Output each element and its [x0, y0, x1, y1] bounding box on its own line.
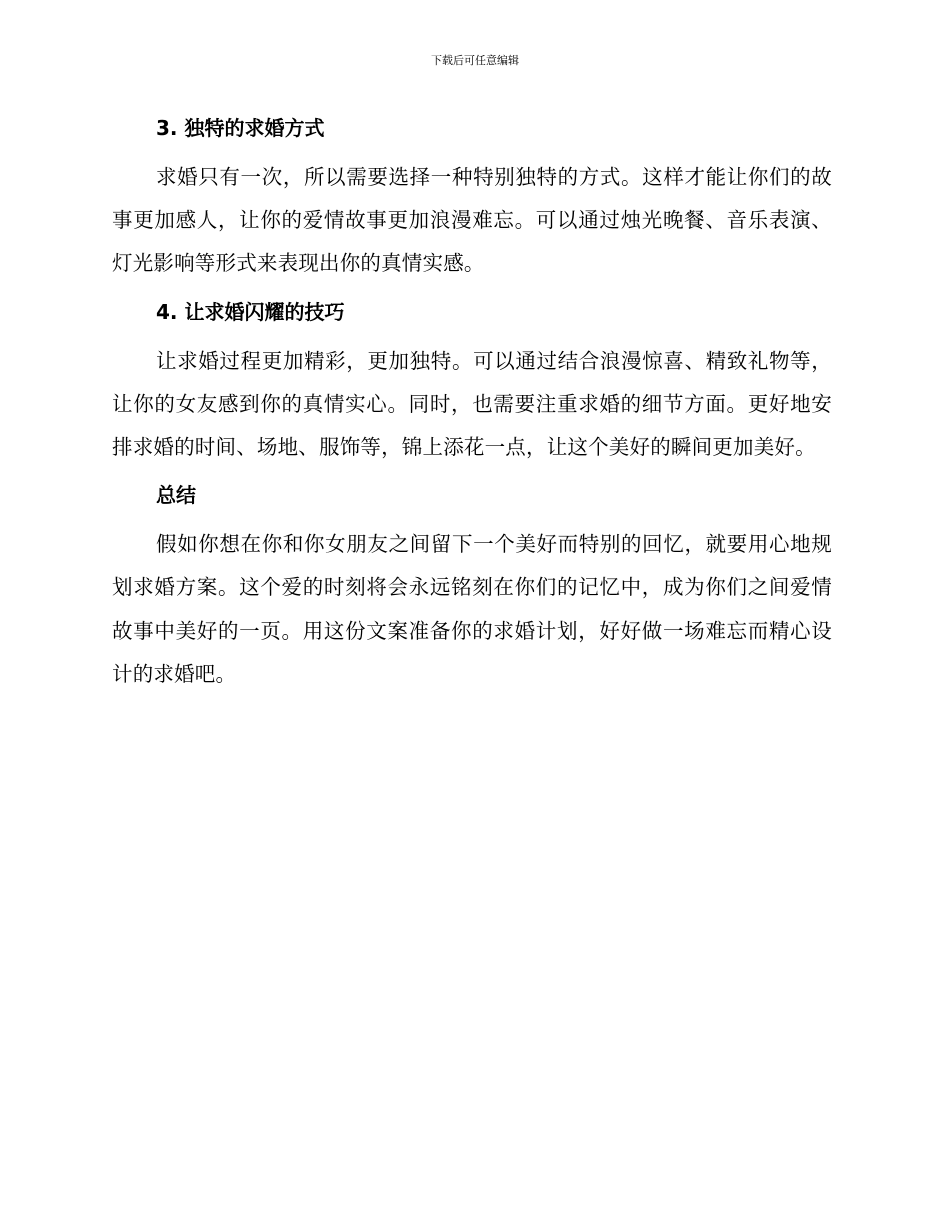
section-unique-proposal: [112, 108, 832, 286]
section-summary: [112, 475, 832, 696]
section-paragraph: 假如你想在你和你女朋友之间留下一个美好而特别的回忆，就要用心地规划求婚方案。这个爱的时刻将会永远铭刻在你们的记忆中，成为你们之间爱情故事中美好的一页。用这份文案准备你的求婚计划，好好做一场难忘而精心设计的求婚吧。: [112, 532, 832, 686]
section-proposal-tips: [112, 292, 832, 470]
section-heading: 总结: [156, 483, 196, 508]
section-heading: 3. 独特的求婚方式: [156, 116, 325, 140]
section-heading: 4. 让求婚闪耀的技巧: [156, 299, 345, 324]
document-body: [112, 108, 832, 696]
page-header: 下载后可任意编辑: [431, 54, 519, 67]
section-paragraph: 让求婚过程更加精彩，更加独特。可以通过结合浪漫惊喜、精致礼物等，让你的女友感到你的真情实心。同时，也需要注重求婚的细节方面。更好地安排求婚的时间、场地、服饰等，锦上添花一点，让这个美好的瞬间更加美好。: [112, 348, 832, 460]
section-paragraph: 求婚只有一次，所以需要选择一种特别独特的方式。这样才能让你们的故事更加感人，让你的爱情故事更加浪漫难忘。可以通过烛光晚餐、音乐表演、灯光影响等形式来表现出你的真情实感。: [112, 165, 832, 276]
